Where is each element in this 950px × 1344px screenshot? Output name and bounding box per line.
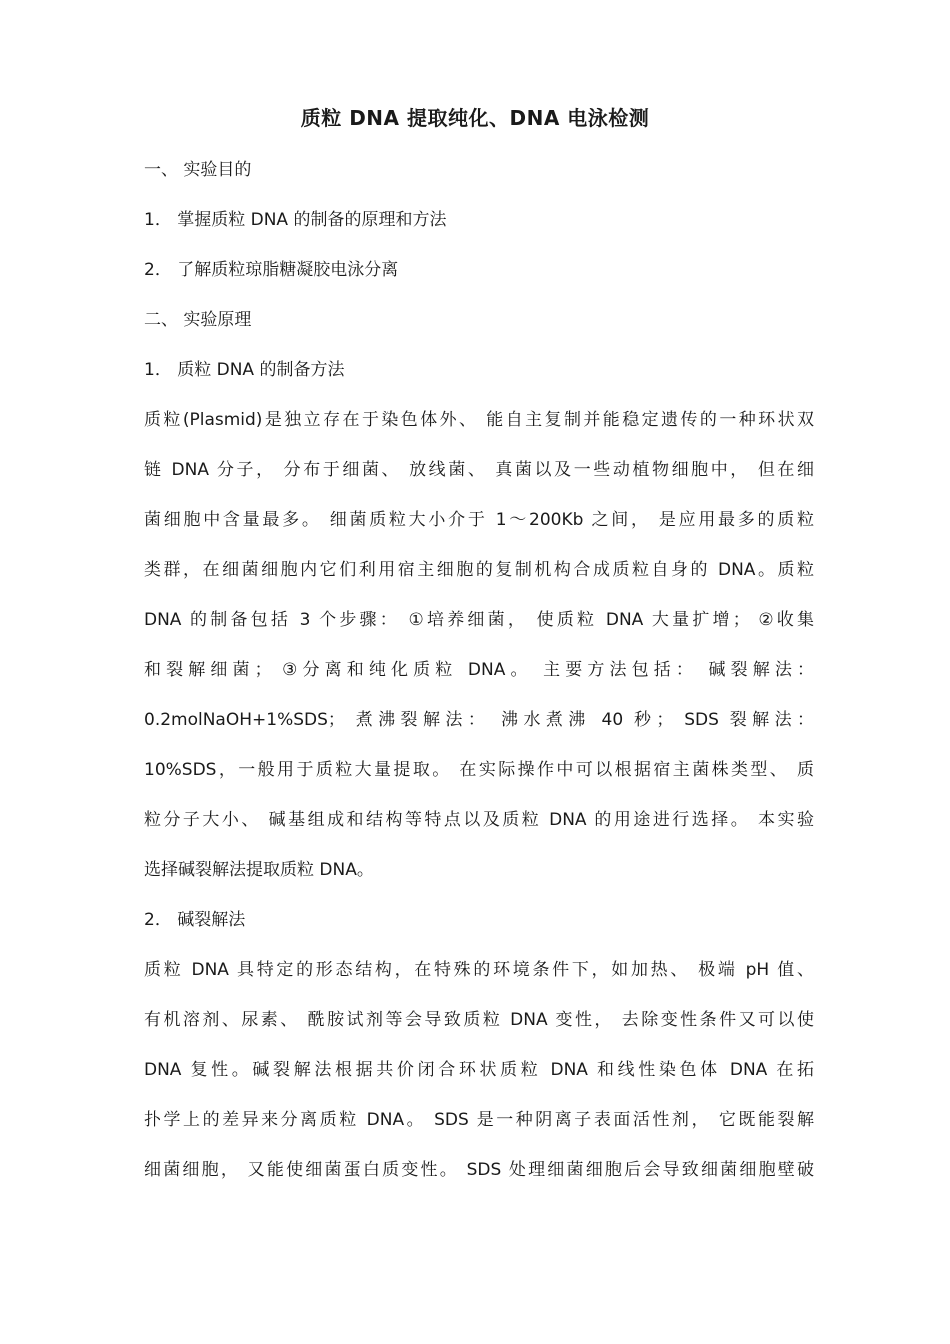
paragraph-line: DNA 复性。碱裂解法根据共价闭合环状质粒 DNA 和线性染色体 DNA 在拓 bbox=[144, 1060, 814, 1080]
paragraph-line: 10%SDS，一般用于质粒大量提取。 在实际操作中可以根据宿主菌株类型、 质 bbox=[144, 760, 814, 780]
subheading-plasmid-preparation: 1． 质粒 DNA 的制备方法 bbox=[144, 360, 345, 380]
paragraph-line: 选择碱裂解法提取质粒 DNA。 bbox=[144, 860, 374, 880]
objective-item-2: 2． 了解质粒琼脂糖凝胶电泳分离 bbox=[144, 260, 399, 280]
paragraph-line: DNA 的制备包括 3 个步骤： ①培养细菌， 使质粒 DNA 大量扩增； ②收集 bbox=[144, 610, 814, 630]
paragraph-line: 扑学上的差异来分离质粒 DNA。 SDS 是一种阴离子表面活性剂， 它既能裂解 bbox=[144, 1110, 814, 1130]
subheading-alkaline-lysis: 2． 碱裂解法 bbox=[144, 910, 246, 930]
paragraph-line: 和裂解细菌； ③分离和纯化质粒 DNA。 主要方法包括： 碱裂解法： bbox=[144, 660, 814, 680]
objective-item-1: 1． 掌握质粒 DNA 的制备的原理和方法 bbox=[144, 210, 447, 230]
document-title: 质粒 DNA 提取纯化、DNA 电泳检测 bbox=[300, 106, 650, 130]
paragraph-line: 细菌细胞， 又能使细菌蛋白质变性。 SDS 处理细菌细胞后会导致细菌细胞壁破 bbox=[144, 1160, 814, 1180]
section-heading-principle: 二、 实验原理 bbox=[144, 310, 252, 330]
paragraph-line: 有机溶剂、尿素、 酰胺试剂等会导致质粒 DNA 变性， 去除变性条件又可以使 bbox=[144, 1010, 814, 1030]
section-heading-objective: 一、 实验目的 bbox=[144, 160, 252, 180]
paragraph-line: 链 DNA 分子， 分布于细菌、 放线菌、 真菌以及一些动植物细胞中， 但在细 bbox=[144, 460, 814, 480]
paragraph-line: 类群，在细菌细胞内它们利用宿主细胞的复制机构合成质粒自身的 DNA。质粒 bbox=[144, 560, 814, 580]
paragraph-line: 0.2molNaOH+1%SDS； 煮沸裂解法： 沸水煮沸 40 秒； SDS 裂解法： bbox=[144, 710, 814, 730]
paragraph-line: 质粒(Plasmid)是独立存在于染色体外、 能自主复制并能稳定遗传的一种环状双 bbox=[144, 410, 814, 430]
paragraph-line: 菌细胞中含量最多。 细菌质粒大小介于 1～200Kb 之间， 是应用最多的质粒 bbox=[144, 510, 814, 530]
paragraph-line: 粒分子大小、 碱基组成和结构等特点以及质粒 DNA 的用途进行选择。 本实验 bbox=[144, 810, 814, 830]
paragraph-line: 质粒 DNA 具特定的形态结构，在特殊的环境条件下，如加热、 极端 pH 值、 bbox=[144, 960, 814, 980]
